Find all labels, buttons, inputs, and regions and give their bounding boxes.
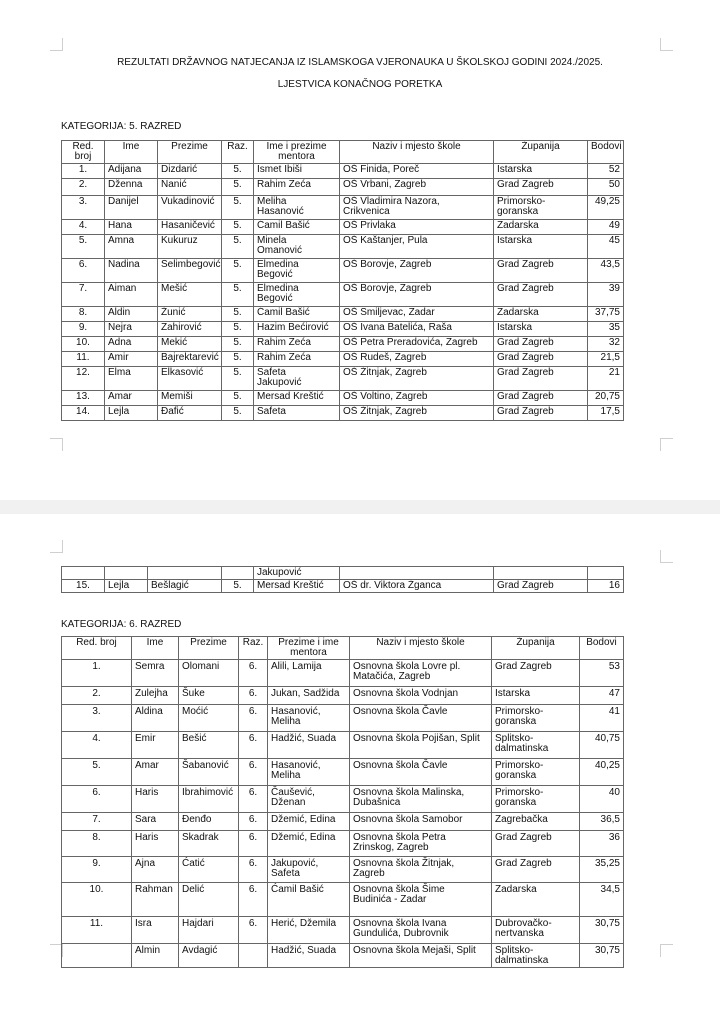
cell-mentor: Jakupović, Safeta: [268, 857, 350, 883]
table-row: [62, 917, 624, 944]
cell-school: OŠ Borovje, Zagreb: [340, 259, 494, 283]
cell-last-name: Ibrahimović: [179, 786, 239, 813]
header-grade: Raz.: [222, 141, 254, 164]
cell-grade: 5.: [222, 196, 254, 220]
cell-school: Osnovna škola Šime Budinića - Zadar: [350, 883, 492, 917]
cell-school: OŠ Borovje, Zagreb: [340, 283, 494, 307]
cell-school: OŠ dr. Viktora Žganca: [340, 580, 494, 593]
table-row: [62, 732, 624, 759]
cell-mentor: Safeta: [254, 406, 340, 421]
cell-grade: 6.: [239, 660, 268, 687]
cell-grade: 5.: [222, 283, 254, 307]
cell-county: Grad Zagreb: [492, 660, 580, 687]
cell-mentor: Rahim Zeća: [254, 337, 340, 352]
cell-county: Primorsko- goranska: [494, 196, 588, 220]
cell-last-name: Moćić: [179, 705, 239, 732]
cell-points: 32: [588, 337, 624, 352]
category-5-label: KATEGORIJA: 5. RAZRED: [61, 121, 182, 132]
crop-mark: [660, 550, 673, 563]
cell-school: Osnovna škola Žitnjak, Zagreb: [350, 857, 492, 883]
cell-last-name: Đenđo: [179, 813, 239, 831]
table-header-row: [62, 141, 624, 164]
cell-first-name: Rahman: [132, 883, 179, 917]
cell-rank: 3.: [62, 196, 105, 220]
cell-county: Grad Zagreb: [494, 179, 588, 196]
table-row: [62, 283, 624, 307]
cell-grade: 6.: [239, 917, 268, 944]
table-row: [62, 831, 624, 857]
cell-grade: 5.: [222, 391, 254, 406]
cell-mentor: Meliha Hasanović: [254, 196, 340, 220]
cell-school: Osnovna škola Malinska, Dubašnica: [350, 786, 492, 813]
cell-school: OŠ Žitnjak, Zagreb: [340, 406, 494, 421]
document-title: REZULTATI DRŽAVNOG NATJECANJA IZ ISLAMSKOGA VJERONAUKA U ŠKOLSKOJ GODINI 2024./2025.: [117, 57, 603, 68]
cell-first-name: Haris: [132, 786, 179, 813]
cell-grade: 6.: [239, 705, 268, 732]
cell-school: OŠ Kaštanjer, Pula: [340, 235, 494, 259]
document-subtitle: LJESTVICA KONAČNOG PORETKA: [277, 79, 443, 90]
table-row: [62, 883, 624, 917]
cell-county: Grad Zagreb: [494, 259, 588, 283]
page-gap: [0, 500, 720, 514]
cell-last-name: Skadrak: [179, 831, 239, 857]
cell-rank: 11.: [62, 352, 105, 367]
page-2: [0, 514, 720, 1014]
cell-last-name: Zahirović: [158, 322, 222, 337]
cell-last-name: Mešić: [158, 283, 222, 307]
cell-mentor: Hadžić, Suada: [268, 944, 350, 968]
cell-mentor: Ćamil Bašić: [254, 220, 340, 235]
cell-rank: 10.: [62, 883, 132, 917]
cell-points: 43,5: [588, 259, 624, 283]
cell-grade: 6.: [239, 857, 268, 883]
cell-last-name: Elkasović: [158, 367, 222, 391]
table-row: [62, 813, 624, 831]
cell-grade: 5.: [222, 322, 254, 337]
cell-school: OŠ Privlaka: [340, 220, 494, 235]
cell-mentor: Hazim Bećirović: [254, 322, 340, 337]
cell-first-name: Aldina: [132, 705, 179, 732]
cell-grade: 6.: [239, 831, 268, 857]
cell-last-name: Delić: [179, 883, 239, 917]
cell-school: OŠ Petra Preradovića, Zagreb: [340, 337, 494, 352]
cell-first-name: Sara: [132, 813, 179, 831]
cell-county: Grad Zagreb: [494, 580, 588, 593]
cell-last-name: Avdagić: [179, 944, 239, 968]
header-school: Naziv i mjesto škole: [340, 141, 494, 164]
cell-mentor: Jukan, Sadžida: [268, 687, 350, 705]
table-row: [62, 235, 624, 259]
cell-mentor: Herić, Džemila: [268, 917, 350, 944]
cell-rank: 3.: [62, 705, 132, 732]
table-row: [62, 391, 624, 406]
cell-school: Osnovna škola Ivana Gundulića, Dubrovnik: [350, 917, 492, 944]
cell-rank: 14.: [62, 406, 105, 421]
cell-points: 40,75: [580, 732, 624, 759]
cell-school: OŠ Voltino, Zagreb: [340, 391, 494, 406]
cell-points: 50: [588, 179, 624, 196]
cell-first-name: Aldin: [105, 307, 158, 322]
cell-rank: 9.: [62, 857, 132, 883]
cell-rank: 15.: [62, 580, 105, 593]
header-mentor: Ime i prezime mentora: [254, 141, 340, 164]
cell-points: 30,75: [580, 944, 624, 968]
cell-school: Osnovna škola Čavle: [350, 759, 492, 786]
table-row: [62, 259, 624, 283]
table-row-continuation: [62, 567, 624, 580]
cell-county: Zadarska: [492, 883, 580, 917]
header-county: Županija: [494, 141, 588, 164]
cell-points: 40: [580, 786, 624, 813]
cell-first-name: Lejla: [105, 580, 148, 593]
cell-school: OŠ Vrbani, Zagreb: [340, 179, 494, 196]
cell-points: 21: [588, 367, 624, 391]
cell-last-name: Dizdarić: [158, 164, 222, 179]
table-row: [62, 705, 624, 732]
cell-grade: 5.: [222, 259, 254, 283]
header-last-name: Prezime: [179, 637, 239, 660]
cell-grade: 6.: [239, 687, 268, 705]
cell-grade: 5.: [222, 220, 254, 235]
cell-last-name: Nanić: [158, 179, 222, 196]
cell-points: 21,5: [588, 352, 624, 367]
cell-county: Splitsko- dalmatinska: [492, 732, 580, 759]
cell-first-name: Dženna: [105, 179, 158, 196]
cell-county: Primorsko- goranska: [492, 705, 580, 732]
cell-rank: 10.: [62, 337, 105, 352]
cell-mentor: Minela Omanović: [254, 235, 340, 259]
cell-rank: 2.: [62, 687, 132, 705]
cell-county: Grad Zagreb: [492, 857, 580, 883]
cell-mentor: Ismet Ibiši: [254, 164, 340, 179]
cell-first-name: Hana: [105, 220, 158, 235]
cell-mentor: Safeta Jakupović: [254, 367, 340, 391]
cell-rank: 6.: [62, 259, 105, 283]
cell-mentor: Ćamil Bašić: [254, 307, 340, 322]
cell-mentor: Mersad Kreštić: [254, 580, 340, 593]
table-row: [62, 196, 624, 220]
cell-points: 36: [580, 831, 624, 857]
cell-last-name: Olomani: [179, 660, 239, 687]
table-row: [62, 352, 624, 367]
cell-school: Osnovna škola Lovre pl. Matačića, Zagreb: [350, 660, 492, 687]
results-table-grade-5: [61, 140, 624, 421]
cell-mentor: Elmedina Begović: [254, 259, 340, 283]
table-row: [62, 220, 624, 235]
cell-grade: 5.: [222, 235, 254, 259]
cell-points: 34,5: [580, 883, 624, 917]
cell-last-name: Bešić: [179, 732, 239, 759]
header-rank: Red. broj: [62, 637, 132, 660]
cell-county: Grad Zagreb: [494, 337, 588, 352]
cell-mentor: Alili, Lamija: [268, 660, 350, 687]
cell-rank: 2.: [62, 179, 105, 196]
cell-first-name: Aiman: [105, 283, 158, 307]
cell-grade: 5.: [222, 406, 254, 421]
cell-grade: 6.: [239, 883, 268, 917]
cell-county: Zagrebačka: [492, 813, 580, 831]
cell-first-name: Amar: [105, 391, 158, 406]
cell-points: 49,25: [588, 196, 624, 220]
cell-last-name: Ćatić: [179, 857, 239, 883]
cell-mentor: Ćamil Bašić: [268, 883, 350, 917]
cell-last-name: Đafić: [158, 406, 222, 421]
cell-county: Zadarska: [494, 307, 588, 322]
header-points: Bodovi: [580, 637, 624, 660]
cell-grade: 6.: [239, 786, 268, 813]
cell-first-name: Haris: [132, 831, 179, 857]
table-row: [62, 406, 624, 421]
cell-rank: 1.: [62, 660, 132, 687]
cell-last-name: Bešlagić: [148, 580, 222, 593]
cell-grade: 5.: [222, 367, 254, 391]
crop-mark: [50, 540, 63, 553]
cell-first-name: Amir: [105, 352, 158, 367]
header-rank: Red. broj: [62, 141, 105, 164]
cell-first-name: Lejla: [105, 406, 158, 421]
cell-mentor: Mersad Kreštić: [254, 391, 340, 406]
crop-mark: [50, 38, 63, 51]
table-row: [62, 179, 624, 196]
cell-last-name: Selimbegović: [158, 259, 222, 283]
table-row: [62, 367, 624, 391]
page-1: [0, 0, 720, 500]
cell-rank: 13.: [62, 391, 105, 406]
cell-county: Istarska: [494, 235, 588, 259]
cell-rank: 12.: [62, 367, 105, 391]
cell-first-name: Elma: [105, 367, 158, 391]
cell-last-name: Hasaničević: [158, 220, 222, 235]
cell-mentor: Hadžić, Suada: [268, 732, 350, 759]
cell-first-name: Zulejha: [132, 687, 179, 705]
cell-points: 30,75: [580, 917, 624, 944]
cell-school: OŠ Vladimira Nazora, Crikvenica: [340, 196, 494, 220]
cell-last-name: Memiši: [158, 391, 222, 406]
cell-grade: [239, 944, 268, 968]
cell-points: 41: [580, 705, 624, 732]
cell-points: 39: [588, 283, 624, 307]
cell-points: 40,25: [580, 759, 624, 786]
cell-school: Osnovna škola Čavle: [350, 705, 492, 732]
cell-first-name: Semra: [132, 660, 179, 687]
cell-last-name: Mekić: [158, 337, 222, 352]
cell-rank: 11.: [62, 917, 132, 944]
cell-points: 47: [580, 687, 624, 705]
cell-county: Istarska: [494, 322, 588, 337]
cell-county: Zadarska: [494, 220, 588, 235]
cell-county: Istarska: [492, 687, 580, 705]
cell-school: Osnovna škola Pojišan, Split: [350, 732, 492, 759]
cell-first-name: Amna: [105, 235, 158, 259]
cell-first-name: Adijana: [105, 164, 158, 179]
cell-county: Grad Zagreb: [494, 283, 588, 307]
cell-county: Dubrovačko- nertvanska: [492, 917, 580, 944]
cell-rank: [62, 944, 132, 968]
cell-mentor: Rahim Zeća: [254, 352, 340, 367]
header-grade: Raz.: [239, 637, 268, 660]
cell-last-name: Šabanović: [179, 759, 239, 786]
cell-grade: 6.: [239, 813, 268, 831]
cell-first-name: Danijel: [105, 196, 158, 220]
cell-school: Osnovna škola Samobor: [350, 813, 492, 831]
cell-county: Grad Zagreb: [494, 367, 588, 391]
cell-county: Splitsko- dalmatinska: [492, 944, 580, 968]
header-first-name: Ime: [105, 141, 158, 164]
cell-grade: 5.: [222, 337, 254, 352]
cell-county: Primorsko- goranska: [492, 786, 580, 813]
cell-grade: 5.: [222, 164, 254, 179]
cell-last-name: Vukadinović: [158, 196, 222, 220]
cell-last-name: Šuke: [179, 687, 239, 705]
cell-first-name: Ajna: [132, 857, 179, 883]
cell-rank: 4.: [62, 220, 105, 235]
cell-school: Osnovna škola Petra Zrinskog, Zagreb: [350, 831, 492, 857]
cell-county: Grad Zagreb: [494, 391, 588, 406]
header-mentor: Prezime i ime mentora: [268, 637, 350, 660]
cell-school: OŠ Smiljevac, Zadar: [340, 307, 494, 322]
cell-grade: 5.: [222, 352, 254, 367]
cell-points: 53: [580, 660, 624, 687]
cell-points: 35: [588, 322, 624, 337]
cell-points: 45: [588, 235, 624, 259]
table-row: [62, 759, 624, 786]
cell-points: 16: [588, 580, 624, 593]
cell-rank: 6.: [62, 786, 132, 813]
cell-mentor: Džemić, Edina: [268, 831, 350, 857]
table-row: [62, 164, 624, 179]
category-6-label: KATEGORIJA: 6. RAZRED: [61, 619, 182, 630]
cell-last-name: Kukuruz: [158, 235, 222, 259]
cell-first-name: Emir: [132, 732, 179, 759]
cell-points: 52: [588, 164, 624, 179]
table-row: [62, 786, 624, 813]
cell-rank: 4.: [62, 732, 132, 759]
cell-rank: 7.: [62, 283, 105, 307]
cell-school: OŠ Rudeš, Zagreb: [340, 352, 494, 367]
results-table-grade-5-continued: [61, 566, 624, 593]
table-row: [62, 322, 624, 337]
crop-mark: [660, 944, 673, 957]
cell-county: Grad Zagreb: [494, 352, 588, 367]
header-school: Naziv i mjesto škole: [350, 637, 492, 660]
cell-points: 37,75: [588, 307, 624, 322]
cell-last-name: Žunić: [158, 307, 222, 322]
cell-mentor: Elmedina Begović: [254, 283, 340, 307]
cell-first-name: Nadina: [105, 259, 158, 283]
table-row: [62, 687, 624, 705]
cell-mentor: Rahim Zeća: [254, 179, 340, 196]
cell-last-name: Bajrektarević: [158, 352, 222, 367]
cell-points: 36,5: [580, 813, 624, 831]
cell-county: Primorsko- goranska: [492, 759, 580, 786]
results-table-grade-6: [61, 636, 624, 968]
cell-rank: 9.: [62, 322, 105, 337]
header-last-name: Prezime: [158, 141, 222, 164]
cell-first-name: Almin: [132, 944, 179, 968]
table-row: [62, 944, 624, 968]
cell-last-name: Hajdari: [179, 917, 239, 944]
header-county: Županija: [492, 637, 580, 660]
cell-county: Istarska: [494, 164, 588, 179]
cell-school: Osnovna škola Vodnjan: [350, 687, 492, 705]
cell-first-name: Amar: [132, 759, 179, 786]
cell-rank: 8.: [62, 831, 132, 857]
cell-rank: 7.: [62, 813, 132, 831]
cell-school: OŠ Finida, Poreč: [340, 164, 494, 179]
table-row: [62, 337, 624, 352]
cell-grade: 6.: [239, 759, 268, 786]
cell-points: 35,25: [580, 857, 624, 883]
cell-first-name: Adna: [105, 337, 158, 352]
header-first-name: Ime: [132, 637, 179, 660]
cell-mentor: Hasanović, Meliha: [268, 759, 350, 786]
cell-rank: 8.: [62, 307, 105, 322]
cell-rank: 5.: [62, 235, 105, 259]
crop-mark: [660, 438, 673, 451]
cell-first-name: Isra: [132, 917, 179, 944]
cell-school: OŠ Žitnjak, Zagreb: [340, 367, 494, 391]
cell-grade: 5.: [222, 179, 254, 196]
cell-first-name: Nejra: [105, 322, 158, 337]
cell-grade: 5.: [222, 307, 254, 322]
table-row: [62, 307, 624, 322]
cell-grade: 6.: [239, 732, 268, 759]
table-row: [62, 660, 624, 687]
cell-county: Grad Zagreb: [494, 406, 588, 421]
cell-rank: 1.: [62, 164, 105, 179]
cell-school: Osnovna škola Mejaši, Split: [350, 944, 492, 968]
cell-points: 17,5: [588, 406, 624, 421]
table-row: [62, 857, 624, 883]
cell-mentor: Čaušević, Dženan: [268, 786, 350, 813]
cell-points: 20,75: [588, 391, 624, 406]
cell-rank: 5.: [62, 759, 132, 786]
table-row: [62, 580, 624, 593]
crop-mark: [50, 438, 63, 451]
header-points: Bodovi: [588, 141, 624, 164]
cell-points: 49: [588, 220, 624, 235]
cell-mentor: Džemić, Edina: [268, 813, 350, 831]
crop-mark: [660, 38, 673, 51]
cell-county: Grad Zagreb: [492, 831, 580, 857]
cell-grade: 5.: [222, 580, 254, 593]
table-header-row: [62, 637, 624, 660]
cell-school: OŠ Ivana Batelića, Raša: [340, 322, 494, 337]
cell-mentor: Hasanović, Meliha: [268, 705, 350, 732]
mentor-continuation: Jakupović: [254, 567, 340, 580]
